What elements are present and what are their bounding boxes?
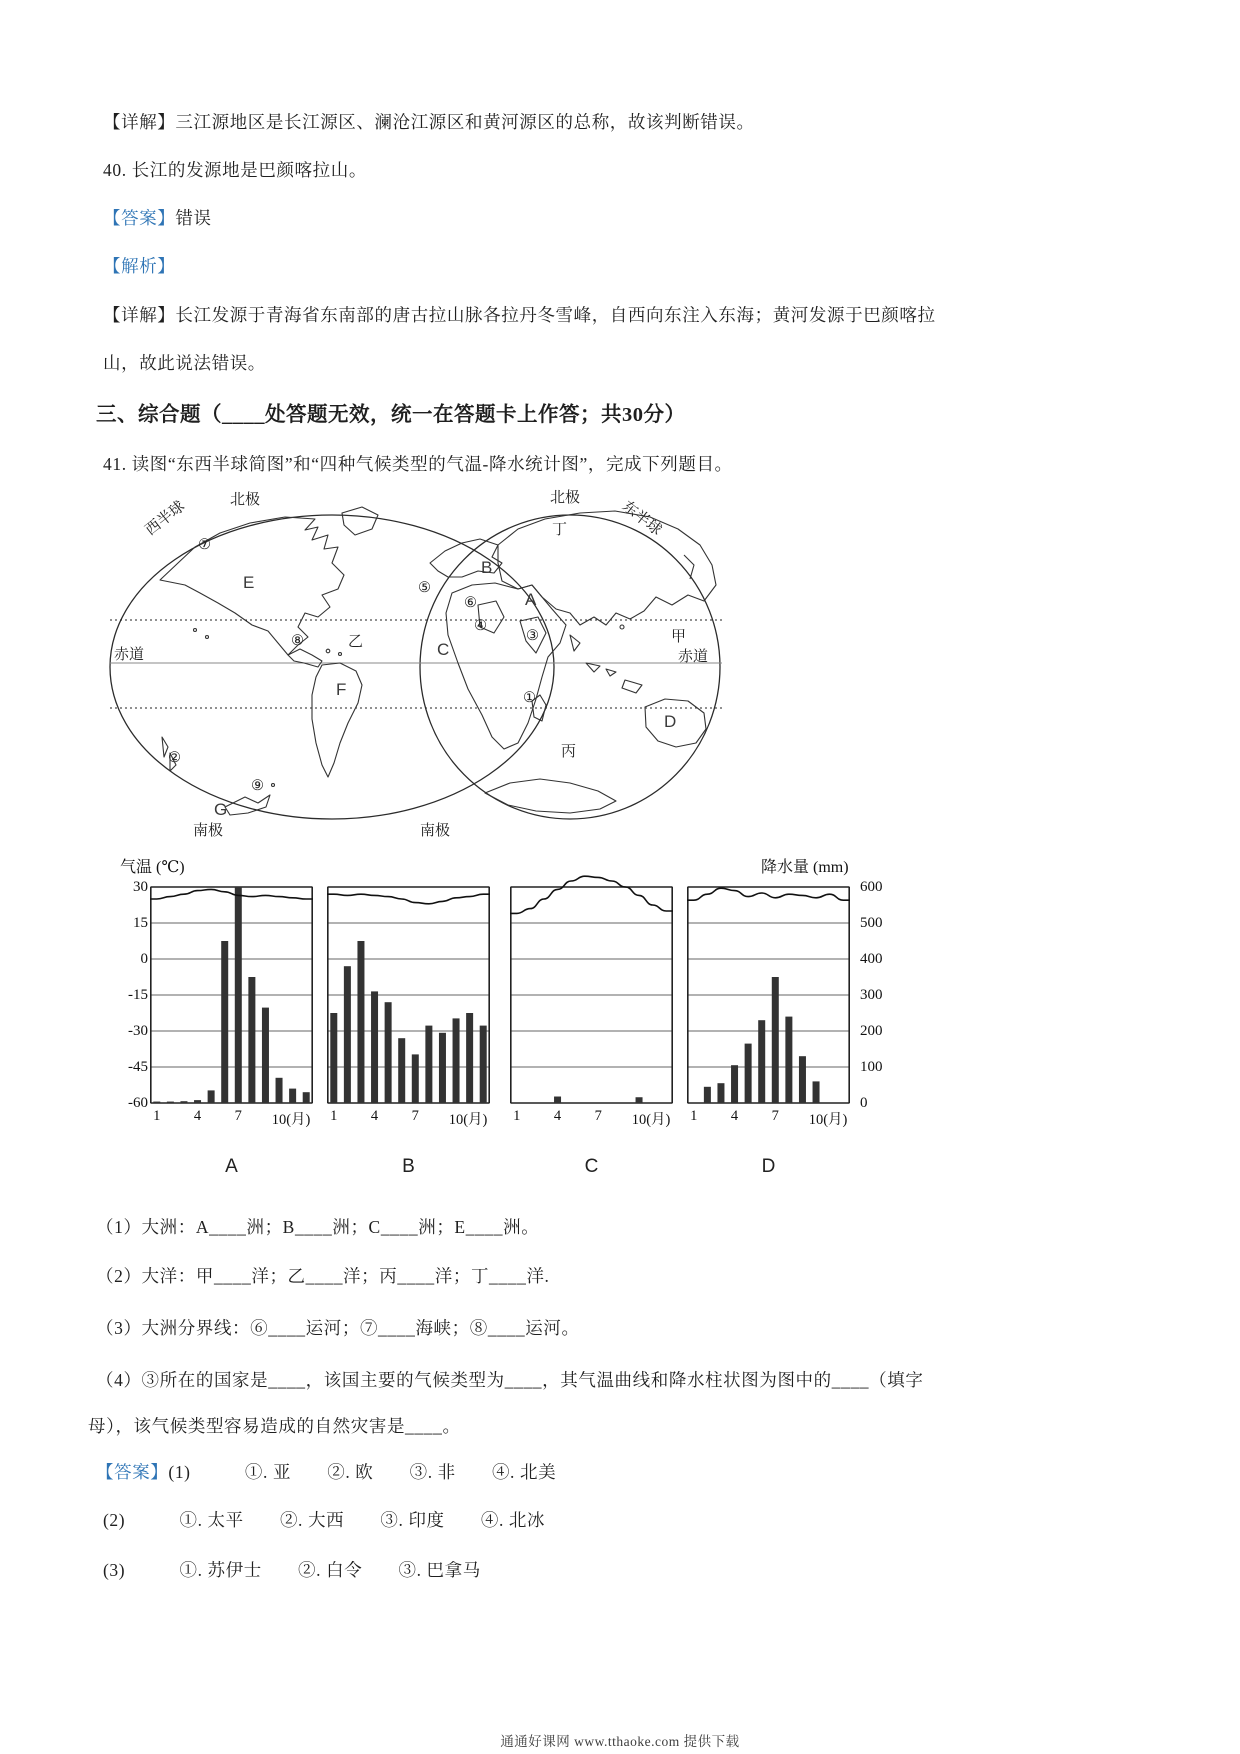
q41-sub4-line1: （4）③所在的国家是____，该国主要的气候类型为____，其气温曲线和降水柱状图为图中的____（填字 — [96, 1370, 924, 1390]
q40-detail-line2: 山，故此说法错误。 — [103, 353, 266, 373]
month-tick-D-7: 7 — [771, 1108, 779, 1124]
map-label-③: ③ — [526, 628, 539, 644]
eastern-hemisphere-circle — [420, 515, 720, 819]
map-label-D: D — [664, 712, 677, 731]
section-header: 三、综合题（____处答题无效，统一在答题卡上作答；共30分） — [96, 404, 686, 426]
map-label-丁: 丁 — [552, 522, 568, 538]
map-label-②: ② — [168, 750, 181, 766]
precip-bar-C-m4 — [554, 1097, 561, 1103]
climate-panel-C — [510, 867, 673, 1114]
map-label-东半球: 东半球 — [618, 498, 665, 539]
precip-tick-400: 400 — [860, 951, 883, 967]
precip-bar-A-m8 — [248, 977, 255, 1103]
map-label-赤道: 赤道 — [114, 647, 145, 663]
detail-label: 【详解】 — [103, 112, 176, 132]
map-label-①: ① — [523, 690, 536, 706]
precip-bar-A-m11 — [289, 1089, 296, 1103]
precip-bar-A-m7 — [235, 887, 242, 1103]
temp-tick--30: -30 — [128, 1023, 148, 1039]
precip-bar-D-m6 — [758, 1020, 765, 1103]
map-label-B: B — [481, 558, 493, 577]
temp-tick-30: 30 — [133, 879, 148, 895]
month-tick-B-10(月): 10(月) — [448, 1112, 488, 1128]
q40-answer-text: 错误 — [175, 208, 212, 228]
precip-tick-0: 0 — [860, 1095, 868, 1111]
panel-letter-C: C — [584, 1156, 599, 1177]
precip-bar-A-m4 — [194, 1100, 201, 1103]
precip-bar-A-m5 — [208, 1090, 215, 1103]
map-label-⑨: ⑨ — [251, 778, 264, 794]
temp-tick--45: -45 — [128, 1059, 148, 1075]
central-america-outline — [288, 649, 322, 667]
map-label-南极: 南极 — [193, 823, 224, 839]
precip-bar-D-m7 — [772, 977, 779, 1103]
precip-bar-D-m10 — [813, 1081, 820, 1103]
new-guinea-outline — [622, 680, 642, 693]
precip-bar-A-m2 — [167, 1102, 174, 1103]
precip-bar-D-m9 — [799, 1056, 806, 1103]
precip-bar-A-m6 — [221, 941, 228, 1103]
map-label-⑤: ⑤ — [418, 580, 431, 596]
precip-bar-B-m5 — [385, 1002, 392, 1103]
climate-charts — [120, 850, 920, 1195]
antarctica-outline — [485, 779, 616, 813]
q41-sub3: （3）大洲分界线：⑥____运河；⑦____海峡；⑧____运河。 — [96, 1318, 580, 1338]
month-tick-A-10(月): 10(月) — [271, 1112, 311, 1128]
precip-bar-B-m2 — [344, 966, 351, 1103]
map-label-西半球: 西半球 — [142, 498, 189, 539]
month-tick-B-1: 1 — [330, 1108, 338, 1124]
map-label-北极: 北极 — [550, 490, 581, 506]
month-tick-D-1: 1 — [690, 1108, 698, 1124]
month-tick-C-7: 7 — [594, 1108, 602, 1124]
island-dot — [620, 625, 624, 629]
q40-analysis-line — [103, 254, 175, 278]
map-label-A: A — [525, 590, 537, 609]
temp-tick-15: 15 — [133, 915, 148, 931]
temp-curve-C — [510, 876, 673, 913]
precip-bar-B-m3 — [357, 941, 364, 1103]
island-dot — [272, 784, 275, 787]
precip-bar-D-m8 — [785, 1017, 792, 1103]
temp-curve-D — [687, 888, 850, 900]
precip-bar-A-m1 — [153, 1102, 160, 1103]
temp-tick--60: -60 — [128, 1095, 148, 1111]
precip-bar-D-m4 — [731, 1065, 738, 1103]
month-tick-C-1: 1 — [513, 1108, 521, 1124]
precip-tick-500: 500 — [860, 915, 883, 931]
month-tick-C-10(月): 10(月) — [631, 1112, 671, 1128]
precip-tick-200: 200 — [860, 1023, 883, 1039]
map-label-乙: 乙 — [348, 634, 364, 650]
precip-bar-B-m9 — [439, 1033, 446, 1103]
climate-panel-A — [150, 867, 313, 1114]
q41-stem: 41. 读图“东西半球简图”和“四种气候类型的气温-降水统计图”，完成下列题目。 — [103, 454, 733, 474]
map-label-C: C — [437, 640, 450, 659]
hemisphere-map — [100, 485, 760, 845]
map-label-南极: 南极 — [420, 823, 451, 839]
map-label-北极: 北极 — [230, 492, 261, 508]
panel-letter-A: A — [225, 1156, 238, 1177]
q41-answer-line1 — [96, 1460, 556, 1484]
q39-detail-line — [103, 110, 755, 134]
precip-bar-B-m12 — [480, 1026, 487, 1103]
month-tick-A-7: 7 — [234, 1108, 242, 1124]
map-label-④: ④ — [474, 618, 487, 634]
temp-curve-B — [327, 894, 490, 904]
answer-label: 【答案】 — [96, 1462, 169, 1482]
q39-detail-text: 三江源地区是长江源区、澜沧江源区和黄河源区的总称，故该判断错误。 — [175, 112, 755, 132]
map-label-⑥: ⑥ — [464, 595, 477, 611]
map-label-G: G — [214, 800, 228, 819]
month-tick-D-4: 4 — [730, 1108, 739, 1124]
indonesia-outline — [570, 635, 616, 676]
precip-bar-B-m4 — [371, 991, 378, 1103]
q41-answer-1: (1) ①. 亚 ②. 欧 ③. 非 ④. 北美 — [168, 1462, 557, 1482]
precip-tick-600: 600 — [860, 879, 883, 895]
precip-bar-A-m10 — [276, 1078, 283, 1103]
precip-axis-label: 降水量 (mm) — [761, 859, 849, 876]
precip-bar-A-m3 — [180, 1101, 187, 1103]
month-tick-C-4: 4 — [553, 1108, 562, 1124]
temp-tick-0: 0 — [140, 951, 148, 967]
temp-axis-label: 气温 (℃) — [120, 859, 185, 876]
temp-curve-A — [150, 889, 313, 899]
q40-detail-text1: 长江发源于青海省东南部的唐古拉山脉各拉丹冬雪峰，自西向东注入东海；黄河发源于巴颜喀拉 — [175, 305, 936, 325]
precip-tick-300: 300 — [860, 987, 883, 1003]
precip-bar-C-m10 — [636, 1097, 643, 1103]
island-dot — [339, 653, 342, 656]
month-tick-D-10(月): 10(月) — [808, 1112, 848, 1128]
month-tick-A-4: 4 — [193, 1108, 202, 1124]
q41-sub1: （1）大洲：A____洲；B____洲；C____洲；E____洲。 — [96, 1217, 540, 1237]
page-footer: 通通好课网 www.tthaoke.com 提供下载 — [500, 1734, 740, 1749]
panel-letter-B: B — [402, 1156, 415, 1177]
precip-bar-B-m8 — [425, 1026, 432, 1103]
q41-sub2: （2）大洋：甲____洋；乙____洋；丙____洋；丁____洋. — [96, 1266, 550, 1286]
climate-panel-D — [687, 867, 850, 1114]
map-label-丙: 丙 — [561, 744, 577, 760]
detail-label: 【详解】 — [103, 305, 176, 325]
temp-tick--15: -15 — [128, 987, 148, 1003]
climate-panel-svg-D — [687, 867, 850, 1109]
precip-bar-B-m1 — [330, 1013, 337, 1103]
q41-sub4-line2: 母），该气候类型容易造成的自然灾害是____。 — [88, 1416, 461, 1436]
precip-bar-A-m9 — [262, 1008, 269, 1103]
q40-detail-line1 — [103, 303, 936, 327]
month-tick-B-7: 7 — [411, 1108, 419, 1124]
month-tick-A-1: 1 — [153, 1108, 161, 1124]
climate-panel-svg-B — [327, 867, 490, 1109]
q40-stem: 40. 长江的发源地是巴颜喀拉山。 — [103, 160, 367, 180]
panel-letter-D: D — [761, 1156, 776, 1177]
precip-bar-B-m10 — [453, 1018, 460, 1103]
precip-bar-B-m11 — [466, 1013, 473, 1103]
island-dot — [326, 649, 330, 653]
precip-bar-D-m2 — [704, 1087, 711, 1103]
continent-outlines — [160, 507, 716, 815]
map-label-⑧: ⑧ — [291, 633, 304, 649]
map-label-F: F — [336, 680, 347, 699]
map-label-赤道: 赤道 — [678, 649, 709, 665]
island-dot — [194, 629, 197, 632]
greenland-outline — [342, 507, 378, 535]
climate-panel-B — [327, 867, 490, 1114]
island-dot — [206, 636, 209, 639]
precip-bar-A-m12 — [303, 1092, 310, 1103]
map-label-甲: 甲 — [671, 629, 687, 645]
month-tick-B-4: 4 — [370, 1108, 379, 1124]
climate-panel-svg-C — [510, 867, 673, 1109]
precip-bar-B-m6 — [398, 1038, 405, 1103]
precip-bar-D-m5 — [745, 1044, 752, 1103]
precip-bar-D-m3 — [717, 1083, 724, 1103]
q41-answer-line2: (2) ①. 太平 ②. 大西 ③. 印度 ④. 北冰 — [103, 1510, 546, 1530]
answer-label: 【答案】 — [103, 208, 176, 228]
q40-answer-line — [103, 206, 212, 230]
q41-answer-line3: (3) ①. 苏伊士 ②. 白令 ③. 巴拿马 — [103, 1560, 481, 1580]
analysis-label: 【解析】 — [103, 256, 176, 276]
climate-panel-svg-A — [150, 867, 313, 1109]
precip-bar-B-m7 — [412, 1054, 419, 1103]
precip-tick-100: 100 — [860, 1059, 883, 1075]
map-label-⑦: ⑦ — [198, 537, 211, 553]
map-label-E: E — [243, 573, 255, 592]
